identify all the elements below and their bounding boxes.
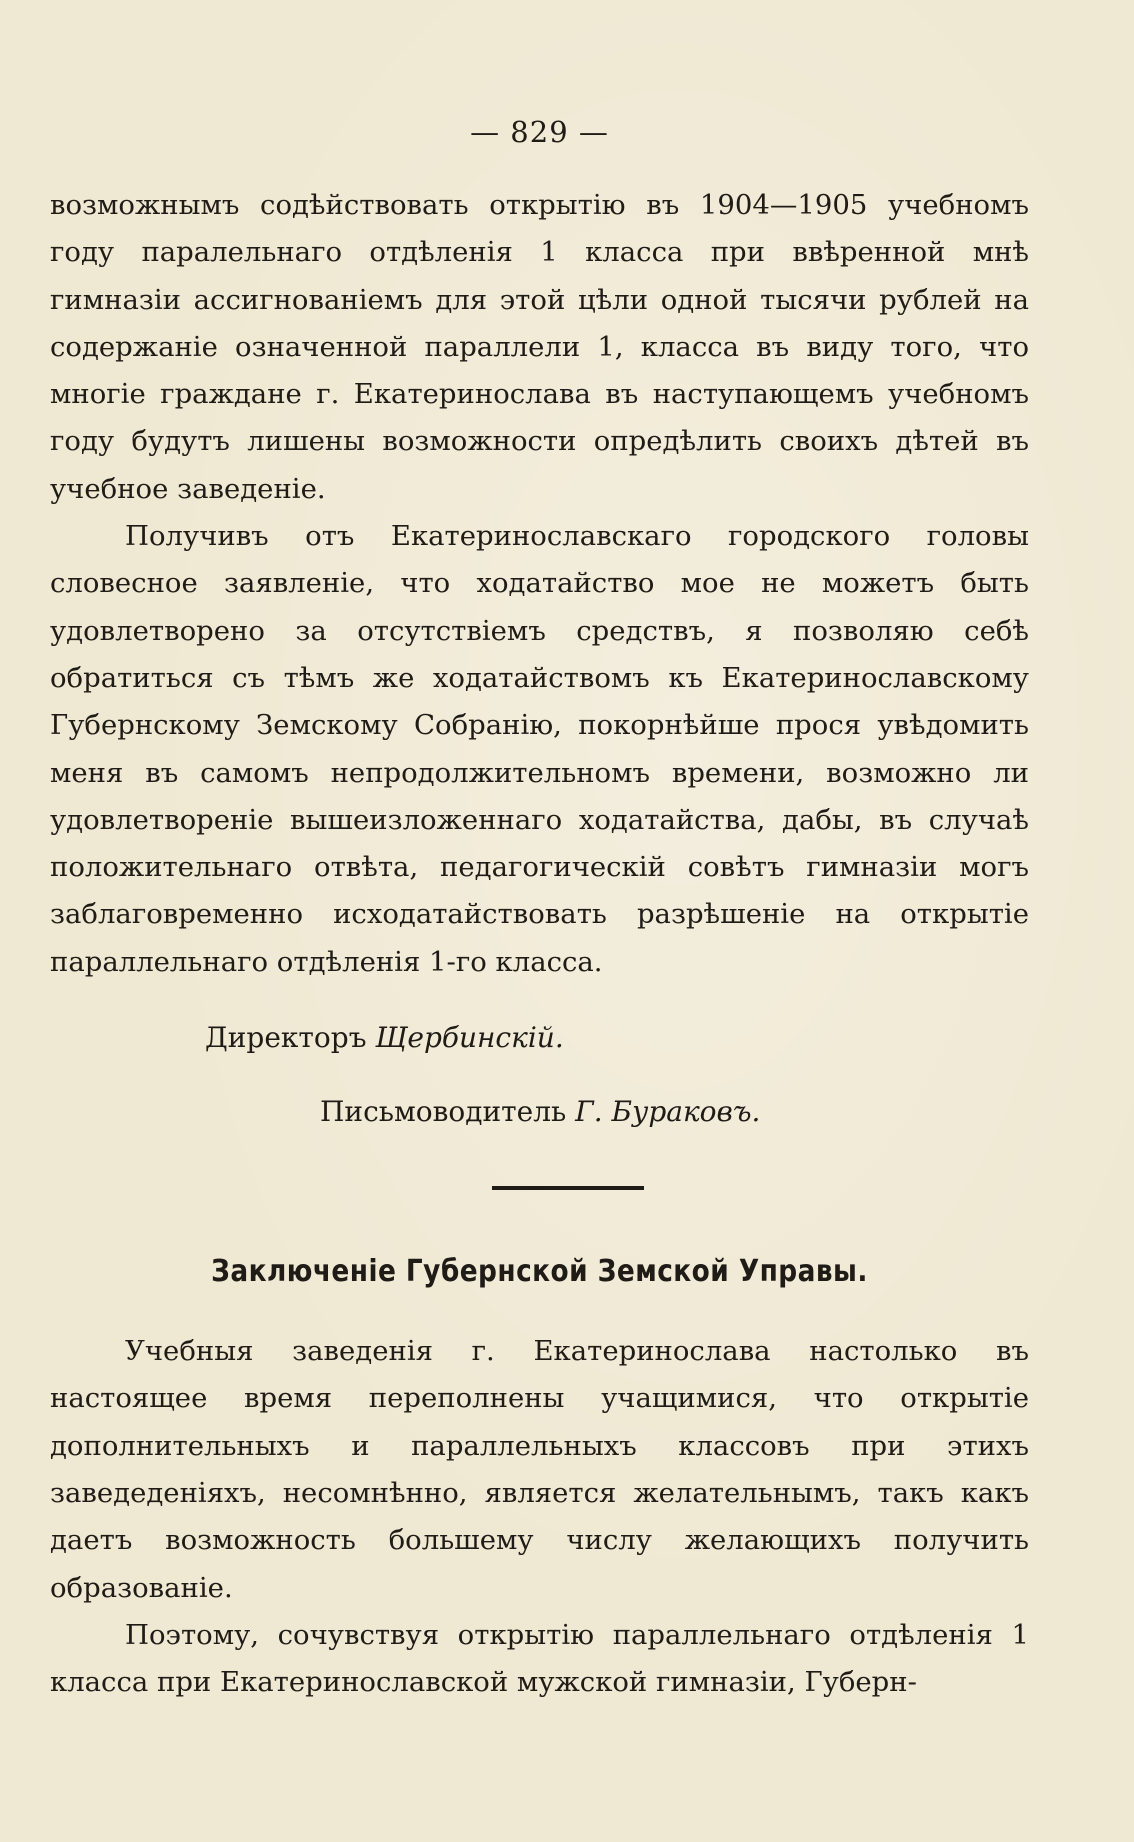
clerk-title: Письмоводитель	[320, 1095, 567, 1129]
clerk-name: Г. Бураковъ.	[575, 1095, 761, 1129]
paragraph-conclusion: Учебныя заведенія г. Екатеринослава настолько въ настоящее время переполнены учащимися, что открытіе дополнительныхъ и параллельныхъ классовъ при этихъ заведеденіяхъ, несомнѣнно, является желательнымъ, такъ какъ даетъ возможность большему числу желающихъ получить образованіе.	[50, 1335, 1029, 1604]
paragraph-continuation: возможнымъ содѣйствовать открытію въ 1904—1905 учебномъ году паралельнаго отдѣленія 1 класса при ввѣренной мнѣ гимназіи ассигнованіемъ для этой цѣли одной тысячи рублей на содержаніе означенной параллели 1, класса въ виду того, что многіе граждане г. Екатеринослава въ наступающемъ учебномъ году будутъ лишены возможности опредѣлить своихъ дѣтей въ учебное заведеніе.	[50, 189, 1029, 505]
director-title: Директоръ	[205, 1021, 367, 1055]
signature-director	[50, 1018, 1029, 1058]
director-name: Щербинскій.	[375, 1021, 564, 1055]
signature-clerk	[50, 1092, 1029, 1132]
section-heading: Заключеніе Губернской Земской Управы.	[211, 1254, 868, 1290]
paragraph-request: Получивъ отъ Екатеринославскаго городского головы словесное заявленіе, что ходатайство мое не можетъ быть удовлетворено за отсутствіемъ средствъ, я позволяю себѣ обратиться съ тѣмъ же ходатайствомъ къ Екатеринославскому Губернскому Земскому Собранію, покорнѣйше прося увѣдомить меня въ самомъ непродолжительномъ времени, возможно ли удовлетвореніе вышеизложеннаго ходатайства, дабы, въ случаѣ положительнаго отвѣта, педагогическій совѣтъ гимназіи могъ заблаговременно исходатайствовать разрѣшеніе на открытіе параллельнаго отдѣленія 1-го класса.	[50, 520, 1029, 978]
page-number: — 829 —	[470, 115, 609, 149]
paragraph-therefore: Поэтому, сочувствуя открытію параллельнаго отдѣленія 1 класса при Екатеринославской мужской гимназіи, Губерн-	[50, 1618, 1029, 1699]
section-divider	[492, 1186, 644, 1190]
